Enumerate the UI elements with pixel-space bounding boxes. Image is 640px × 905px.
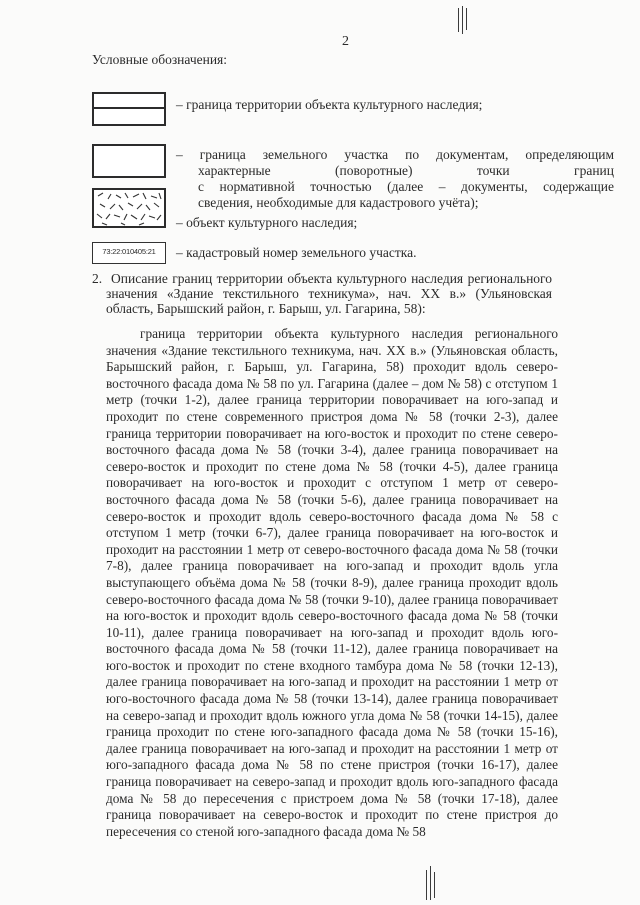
legend-description [176,245,596,261]
legend-description [176,215,596,231]
legend-line: – граница земельного участка по документам, определяющим [176,147,614,162]
legend-description [176,97,596,113]
page-number: 2 [342,34,349,49]
legend-line: сведения, необходимые для кадастрового учёта); [198,195,479,210]
scan-mark [430,866,431,900]
legend-line: характерные (поворотные) точки границ [198,163,614,178]
hatched-rect-icon [92,188,166,228]
section-heading-text: Описание границ территории объекта культурного наследия регионального значения «Здание текстильного техникума», нач. XX в.» (Ульяновская область, Барышский район, г. Барыш, ул. Гагарина, 58): [106,271,552,317]
single-border-rect-icon [92,144,166,178]
legend-line: – граница территории объекта культурного наследия; [176,97,483,112]
double-border-rect-icon [92,92,166,126]
scan-mark [458,8,459,32]
scan-mark [426,870,427,900]
legend-line: – кадастровый номер земельного участка. [176,245,417,260]
section-number: 2. [92,271,103,286]
cadastral-number-symbol: 73:22:010405:21 [92,242,166,264]
scan-mark [434,872,435,898]
section-heading [92,271,552,317]
legend-title: Условные обозначения: [92,52,228,67]
scan-mark [462,6,463,34]
legend-line: с нормативной точностью (далее – документы, содержащие [198,179,614,194]
boundary-description-paragraph: граница территории объекта культурного наследия регионального значения «Здание текстильного техникума, нач. XX в.» (Ульяновская область, Барышский район, г. Барыш, ул. Гагарина, 58) проходит вдоль северо-восточного фасада дома № 58 по ул. Гагарина (далее – дом № 58) с отступом 1 метр (точки 1-2), далее граница территории поворачивает на юго-запад и проходит по стене современного пристроя дома № 58 (точки 2-3), далее граница территории поворачивает на юго-восток и проходит по стене северо-восточного фасада дома № 58 (точки 3-4), далее граница поворачивает на северо-восток и проходит по стене дома № 58 (точки 4-5), далее граница поворачивает на юго-восток и проходит с отступом 1 метр от северо-восточного фасада дома № 58 (точки 5-6), далее граница поворачивает на северо-восток и проходит вдоль северо-восточного фасада дома № 58 с отступом 1 метр (точки 6-7), далее граница поворачивает на юго-восток и проходит на расстоянии 1 метр от северо-восточного фасада дома № 58 (точки 7-8), далее граница поворачивает на юго-запад и проходит вдоль угла выступающего объёма дома № 58 (точки 8-9), далее граница проходит вдоль северо-восточного фасада дома № 58 (точки 9-10), далее граница поворачивает на юго-восток и проходит вдоль северо-восточного фасада дома № 58 (точки 10-11), далее граница поворачивает на юго-запад и проходит вдоль юго-восточного фасада дома № 58 (точки 11-12), далее граница поворачивает на юго-восток и проходит по стене входного тамбура дома № 58 (точки 12-13), далее граница поворачивает на юго-запад и проходит на расстоянии 1 метр от юго-восточного фасада дома № 58 (точки 13-14), далее граница поворачивает на северо-запад и проходит вдоль южного угла дома № 58 (точки 14-15), далее граница проходит по стене юго-западного фасада дома № 58 (точки 15-16), далее граница поворачивает на юго-запад и проходит на расстоянии 1 метр от юго-западного фасада дома № 58 по стене пристроя (точки 16-17), далее граница поворачивает на северо-запад и проходит вдоль юго-западного фасада дома № 58 до пересечения с пристроем дома № 58 (точки 17-18), далее граница поворачивает на северо-восток и проходит по стене пристроя до пересечения со стеной юго-западного фасада дома № 58 [106,326,558,839]
scan-mark [466,8,467,30]
legend-description [176,147,614,211]
legend-line: – объект культурного наследия; [176,215,358,230]
